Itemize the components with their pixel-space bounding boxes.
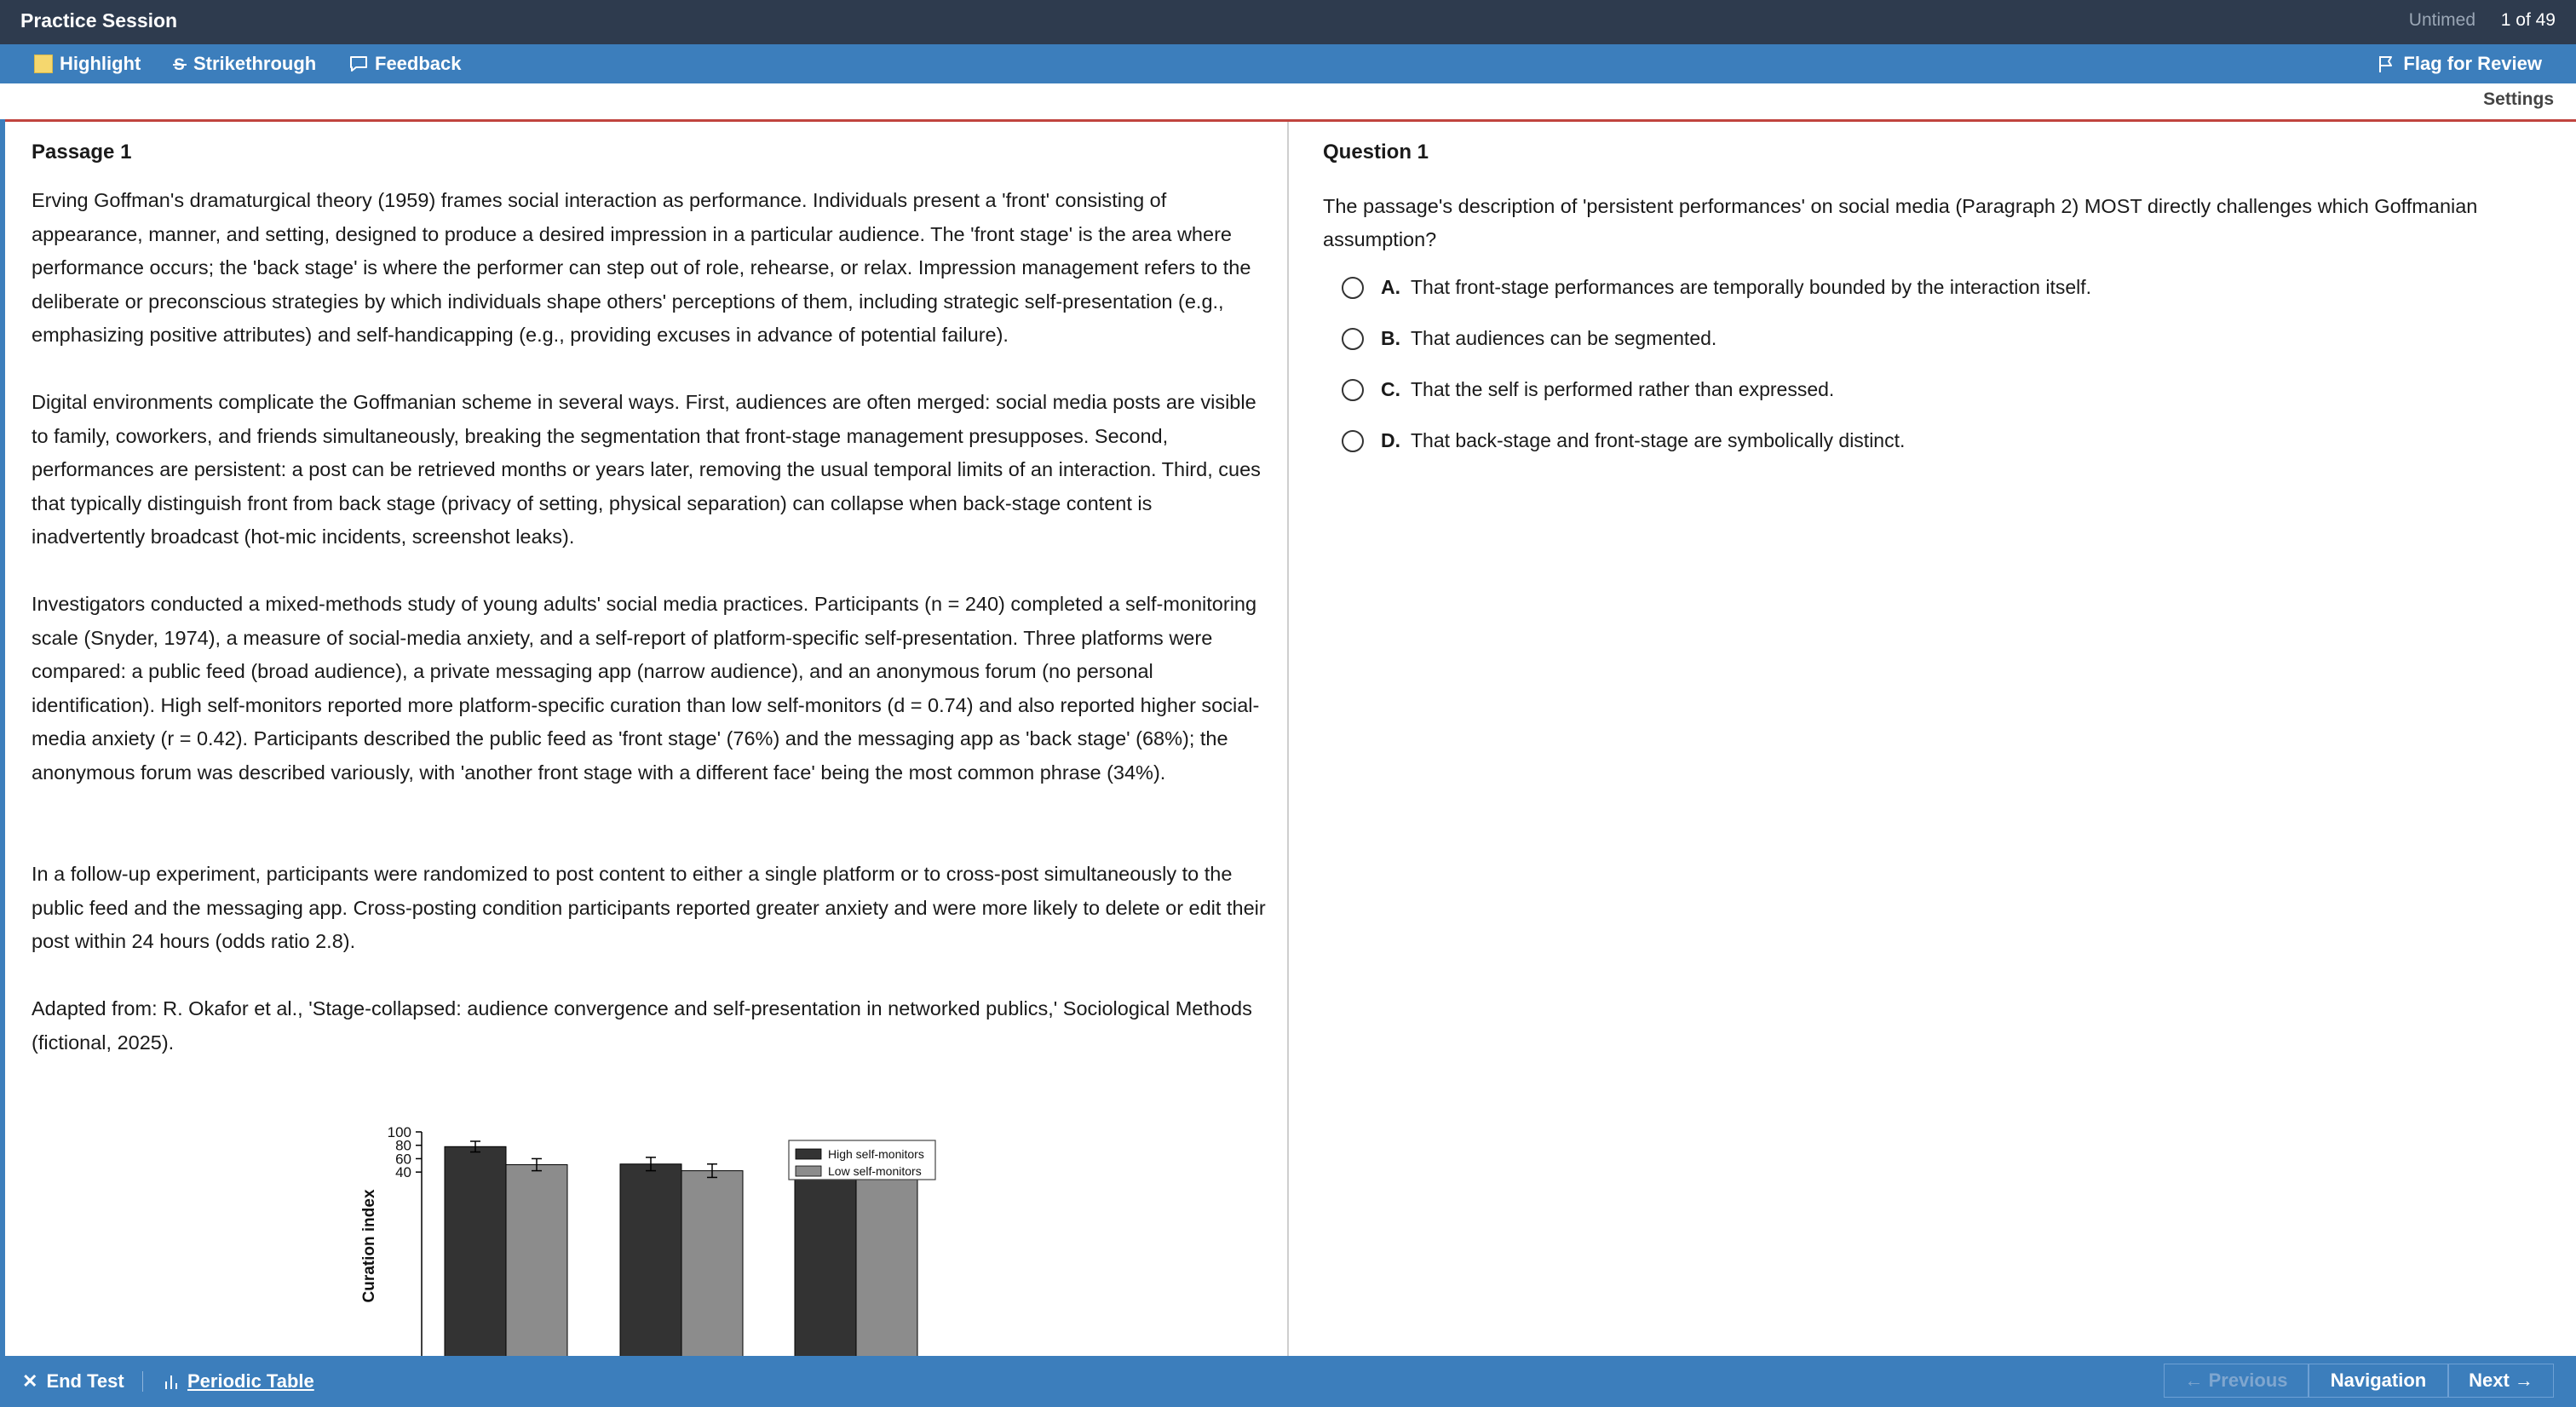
choice-text: That audiences can be segmented. xyxy=(1411,327,1717,349)
highlight-label: Highlight xyxy=(60,53,141,74)
session-title: Practice Session xyxy=(20,9,178,32)
question-stem: The passage's description of 'persistent performances' on social media (Paragraph 2) MOST directly challenges which Goffmanian assumption? xyxy=(1323,195,2478,250)
radio-button[interactable] xyxy=(1342,328,1364,350)
previous-button[interactable]: ← Previous xyxy=(2164,1364,2309,1398)
top-header xyxy=(0,0,2576,44)
flag-label: Flag for Review xyxy=(2403,53,2542,74)
radio-button[interactable] xyxy=(1342,277,1364,299)
strikethrough-icon xyxy=(173,55,187,72)
bar xyxy=(795,1156,856,1356)
choice-a[interactable] xyxy=(1342,276,2091,299)
passage-paragraph: Investigators conducted a mixed-methods study of young adults' social media practices. Participants (n = 240) completed a self-monitoring scale (Snyder, 1974), a measure of social-media anxiety, and a self-report of platform-specific self-presentation. Three platforms were compared: a public feed (broad audience), a private messaging app (narrow audience), and an anonymous forum (no personal identification). High self-monitors reported more platform-specific curation than low self-monitors (d = 0.74) and also reported higher social-media anxiety (r = 0.42). Participants described the public feed as 'front stage' (76%) and the messaging app as 'back stage' (68%); the anonymous forum was described variously, with 'another front stage with a different face' being the most common phrase (34%). xyxy=(32,593,1260,784)
choice-text: That the self is performed rather than expressed. xyxy=(1411,378,1835,400)
bottom-bar xyxy=(0,1356,2576,1407)
strikethrough-button[interactable] xyxy=(173,53,316,75)
y-tick-label: 60 xyxy=(395,1151,411,1168)
y-tick-label: 40 xyxy=(395,1164,411,1181)
strikethrough-label: Strikethrough xyxy=(193,53,317,74)
periodic-table-label: Periodic Table xyxy=(187,1370,314,1392)
passage-citation: Adapted from: R. Okafor et al., 'Stage-collapsed: audience convergence and self-presentation in networked publics,' Sociological Methods (fictional, 2025). xyxy=(32,997,1252,1054)
passage-paragraph: Digital environments complicate the Goffmanian scheme in several ways. First, audiences are often merged: social media posts are visible to family, coworkers, and friends simultaneously, breaking the segmentation that front-stage management presupposes. Second, performances are persistent: a post can be retrieved months or years later, removing the usual temporal limits of an interaction. Third, cues that typically distinguish front from back stage (privacy of setting, physical separation) can collapse when back-stage content is inadvertently broadcast (hot-mic incidents, screenshot leaks). xyxy=(32,391,1261,548)
bar xyxy=(445,1146,506,1356)
choice-b[interactable] xyxy=(1342,327,1716,350)
y-axis-label: Curation index xyxy=(360,1189,378,1303)
passage-pane[interactable] xyxy=(5,122,1287,1356)
choice-c[interactable] xyxy=(1342,378,1834,401)
legend-label: Low self-monitors xyxy=(828,1164,922,1178)
close-icon: ✕ xyxy=(22,1370,38,1392)
question-title: Question 1 xyxy=(1323,141,1429,164)
legend-label: High self-monitors xyxy=(828,1147,924,1161)
bar xyxy=(506,1165,567,1356)
legend-swatch xyxy=(796,1149,821,1159)
choice-letter: D. xyxy=(1381,429,1400,451)
passage-title: Passage 1 xyxy=(32,141,132,164)
question-pane xyxy=(1289,122,2576,1356)
question-counter: 1 of 49 xyxy=(2500,10,2556,30)
legend-swatch xyxy=(796,1166,821,1176)
navigation-button[interactable]: Navigation xyxy=(2309,1364,2448,1398)
y-tick-label: 100 xyxy=(387,1124,411,1140)
radio-button[interactable] xyxy=(1342,430,1364,452)
choice-text: That front-stage performances are temporally bounded by the interaction itself. xyxy=(1411,276,2092,298)
choice-letter: A. xyxy=(1381,276,1400,298)
curation-bar-chart xyxy=(346,1101,993,1356)
choice-d[interactable] xyxy=(1342,429,1905,452)
toolbar xyxy=(0,44,2576,83)
feedback-button[interactable] xyxy=(349,53,462,75)
radio-button[interactable] xyxy=(1342,379,1364,401)
choice-letter: B. xyxy=(1381,327,1400,349)
choice-text: That back-stage and front-stage are symbolically distinct. xyxy=(1411,429,1906,451)
svg-text:S: S xyxy=(174,56,185,72)
settings-link[interactable]: Settings xyxy=(2483,89,2554,109)
feedback-label: Feedback xyxy=(375,53,462,74)
flag-for-review-button[interactable] xyxy=(2378,53,2542,75)
timer-status: Untimed xyxy=(2408,10,2475,30)
bar xyxy=(681,1171,743,1356)
passage-paragraph: Erving Goffman's dramaturgical theory (1959) frames social interaction as performance. Individuals present a 'front' consisting of appearance, manner, and setting, designed to produce a desired impression in a particular audience. The 'front stage' is the area where performance occurs; the 'back stage' is where the performer can step out of role, rehearse, or relax. Impression management refers to the deliberate or preconscious strategies by which individuals shape others' perceptions of them, including strategic self-presentation (e.g., emphasizing positive attributes) and self-handicapping (e.g., providing excuses in advance of potential failure). xyxy=(32,189,1251,347)
highlight-button[interactable] xyxy=(34,53,141,75)
end-test-button[interactable] xyxy=(22,1370,124,1393)
flag-icon xyxy=(2378,55,2395,73)
next-button[interactable]: Next → xyxy=(2448,1364,2554,1398)
footer-separator xyxy=(142,1371,143,1392)
bar-chart-icon xyxy=(164,1373,179,1390)
bar xyxy=(856,1168,917,1356)
end-test-label: End Test xyxy=(46,1370,124,1392)
choice-letter: C. xyxy=(1381,378,1400,400)
passage-paragraph: In a follow-up experiment, participants were randomized to post content to either a single platform or to cross-post simultaneously to the public feed and the messaging app. Cross-posting condition participants reported greater anxiety and were more likely to delete or edit their post within 24 hours (odds ratio 2.8). xyxy=(32,863,1266,953)
bar xyxy=(620,1164,681,1356)
periodic-table-link[interactable] xyxy=(164,1370,314,1393)
speech-bubble-icon xyxy=(349,55,368,72)
highlight-icon xyxy=(34,55,53,73)
y-tick-label: 80 xyxy=(395,1137,411,1154)
